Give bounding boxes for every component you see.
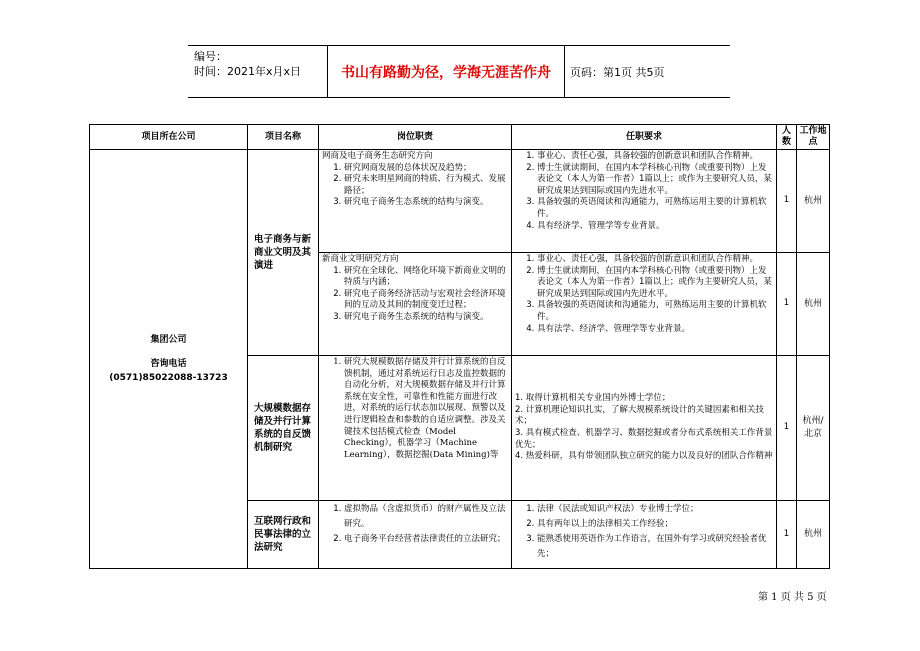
work-location: 杭州	[797, 501, 830, 569]
project-name: 大规模数据存储及并行计算系统的自反馈机制研究	[248, 356, 319, 501]
company-cell	[90, 150, 248, 569]
duty-heading: 网商及电子商务生态研究方向	[322, 151, 433, 161]
requirements-cell	[512, 501, 777, 569]
header-slogan: 书山有路勤为径，学海无涯苦作舟	[328, 46, 565, 97]
list-item: 1. 研究网商发展的总体状况及趋势；	[344, 163, 508, 175]
list-item: 1. 法律（民法或知识产权法）专业博士学位；	[537, 502, 773, 517]
duties-cell	[319, 501, 512, 569]
header-meta	[188, 46, 328, 97]
duties-cell	[319, 150, 512, 253]
headcount: 1	[777, 253, 797, 356]
requirements-cell	[512, 150, 777, 253]
col-company: 项目所在公司	[90, 125, 248, 150]
header-number: 编号：	[194, 50, 227, 63]
list-item: 3. 能熟悉使用英语作为工作语言，在国外有学习或研究经验者优先；	[537, 532, 773, 562]
work-location: 杭州	[797, 253, 830, 356]
company-phone-label: 咨询电话	[150, 359, 187, 369]
list-item: 3. 具有模式检查、机器学习、数据挖掘或者分布式系统相关工作背景优先；	[515, 428, 773, 450]
list-item: 2. 电子商务平台经营者法律责任的立法研究；	[344, 532, 508, 547]
headcount: 1	[777, 356, 797, 501]
project-name: 电子商务与新商业文明及其演进	[248, 150, 319, 356]
list-item: 2. 博士生就读期间，在国内本学科核心刊物（或重要刊物）上发表论文（本人为第一作者）1篇以上；或作为主要研究人员，某研究成果达到国际或国内先进水平。	[537, 163, 773, 198]
page-footer: 第 1 页 共 5 页	[758, 592, 827, 603]
project-name: 互联网行政和民事法律的立法研究	[248, 501, 319, 569]
company-phone: (0571)85022088-13723	[109, 373, 228, 383]
list-item: 1. 研究在全球化、网络化环境下新商业文明的特质与内涵；	[344, 266, 508, 289]
list-item: 4. 具有法学、经济学、管理学等专业背景。	[537, 324, 773, 336]
list-item: 1. 事业心、责任心强，具备较强的创新意识和团队合作精神。	[537, 254, 773, 266]
col-requirements: 任职要求	[512, 125, 777, 150]
duties-cell	[319, 356, 512, 501]
headcount: 1	[777, 501, 797, 569]
header-page: 页码：第1页 共5页	[570, 65, 665, 79]
requirements-cell	[512, 253, 777, 356]
list-item: 3. 研究电子商务生态系统的结构与演变。	[344, 312, 508, 324]
col-count: 人数	[777, 125, 797, 150]
list-item: 3. 研究电子商务生态系统的结构与演变。	[344, 197, 508, 209]
list-item: 4. 热爱科研，具有带领团队独立研究的能力以及良好的团队合作精神	[515, 451, 773, 462]
table-row	[90, 150, 830, 253]
list-item: 1. 虚拟物品（含虚拟货币）的财产属性及立法研究。	[344, 502, 508, 532]
list-item: 3. 具备较强的英语阅读和沟通能力，可熟练运用主要的计算机软件。	[537, 197, 773, 220]
document-header	[188, 45, 730, 98]
headcount: 1	[777, 150, 797, 253]
list-item: 1. 事业心、责任心强，具备较强的创新意识和团队合作精神。	[537, 151, 773, 163]
list-item: 2. 研究电子商务经济活动与宏观社会经济环境间的互动及其间的制度变迁过程；	[344, 289, 508, 312]
list-item: 2. 计算机理论知识扎实，了解大规模系统设计的关键因素和相关技术；	[515, 404, 764, 427]
list-item: 2. 博士生就读期间，在国内本学科核心刊物（或重要刊物）上发表论文（本人为第一作者）1篇以上；或作为主要研究人员，某研究成果达到国际或国内先进水平。	[537, 266, 773, 301]
requirements-cell	[512, 356, 777, 501]
list-item: 2. 研究未来明星网商的特质、行为模式、发展路径；	[344, 174, 508, 197]
list-item: 4. 具有经济学、管理学等专业背景。	[537, 221, 773, 233]
work-location: 杭州	[797, 150, 830, 253]
list-item: 1. 取得计算机相关专业国内外博士学位；	[515, 393, 671, 404]
col-project: 项目名称	[248, 125, 319, 150]
table-header-row	[90, 125, 830, 150]
header-time: 时间：2021年x月x日	[194, 65, 302, 78]
duty-heading: 新商业文明研究方向	[322, 254, 399, 264]
col-location: 工作地点	[797, 125, 830, 150]
duties-cell	[319, 253, 512, 356]
list-item: 1. 研究大规模数据存储及并行计算系统的自反馈机制，通过对系统运行日志及监控数据的自动化分析，对大规模数据存储及并行计算系统在安全性，可靠性和性能方面进行改进，对系统的运行状态加以展现、预警以及进行逻辑检查和参数的自适应调整。涉及关键技术包括模式检查（Model Checking），机器学习（Machine Learning），数据挖掘(Data Mining)等	[344, 357, 508, 461]
list-item: 2. 具有两年以上的法律相关工作经验；	[537, 517, 773, 532]
col-duties: 岗位职责	[319, 125, 512, 150]
list-item: 3. 具备较强的英语阅读和沟通能力，可熟练运用主要的计算机软件。	[537, 300, 773, 323]
work-location: 杭州/北京	[797, 356, 830, 501]
company-name: 集团公司	[150, 335, 187, 345]
recruitment-table	[89, 124, 830, 569]
